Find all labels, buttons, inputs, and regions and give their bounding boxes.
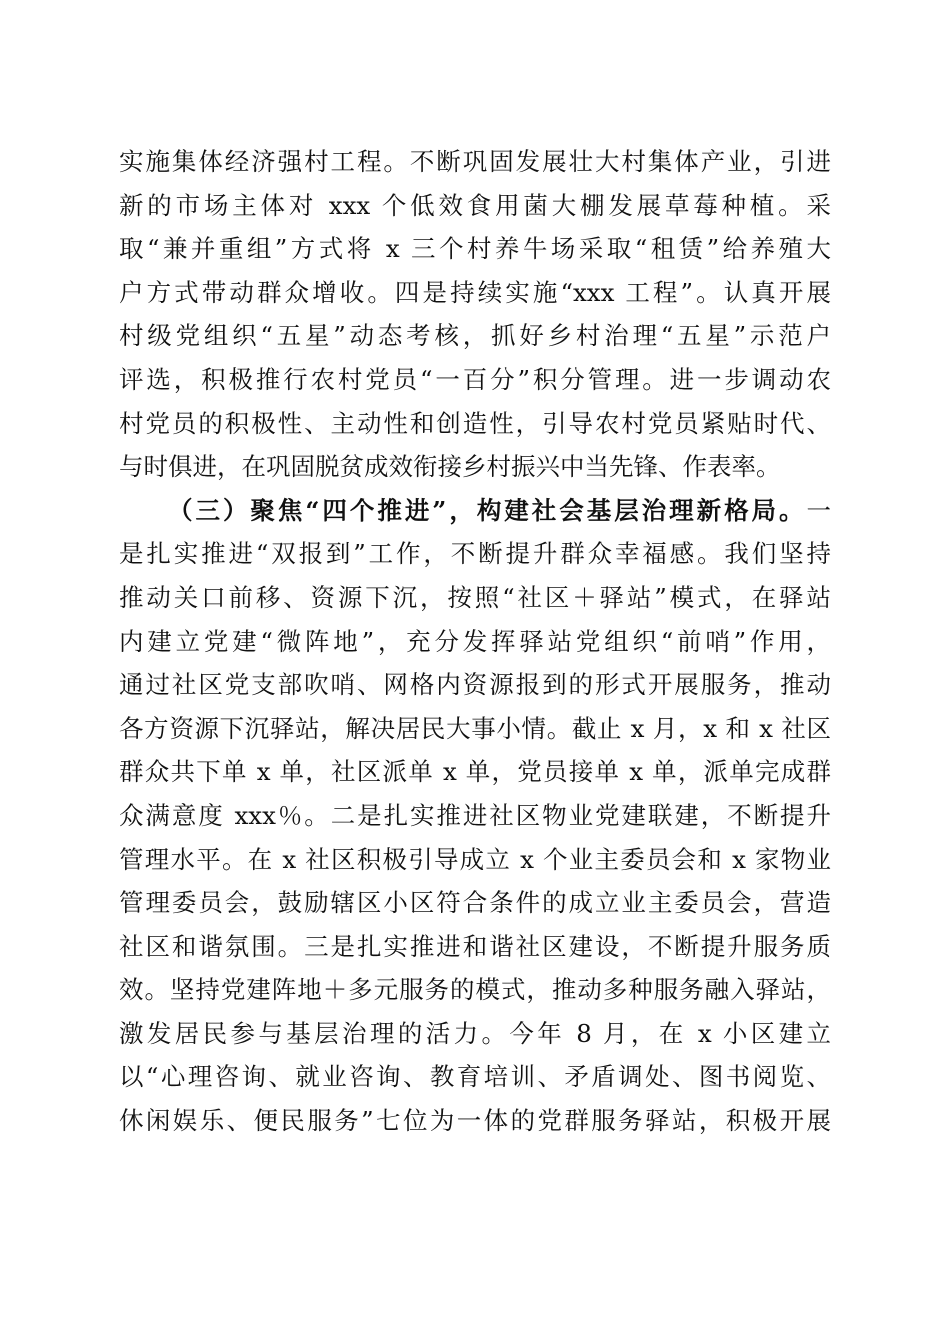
section-heading-line (119, 489, 831, 533)
section-heading-tail: 一 (806, 495, 831, 525)
paragraph-line: 群众共下单 x 单，社区派单 x 单，党员接单 x 单，派单完成群 (119, 757, 831, 787)
paragraph-line: 通过社区党支部吹哨、网格内资源报到的形式开展服务，推动 (119, 670, 831, 700)
paragraph-line: 是扎实推进“双报到”工作，不断提升群众幸福感。我们坚持 (119, 539, 831, 569)
paragraph-line: 户方式带动群众增收。四是持续实施“xxx 工程”。认真开展 (119, 277, 831, 307)
paragraph-line: 内建立党建“微阵地”，充分发挥驿站党组织“前哨”作用， (119, 626, 831, 656)
paragraph-line: 效。坚持党建阵地＋多元服务的模式，推动多种服务融入驿站， (119, 975, 831, 1005)
paragraph-line: 与时俱进，在巩固脱贫成效衔接乡村振兴中当先锋、作表率。 (119, 452, 781, 482)
paragraph-line: 评选，积极推行农村党员“一百分”积分管理。进一步调动农 (119, 364, 831, 394)
paragraph-line: 管理水平。在 x 社区积极引导成立 x 个业主委员会和 x 家物业 (119, 844, 831, 874)
paragraph-line: 管理委员会，鼓励辖区小区符合条件的成立业主委员会，营造 (119, 888, 831, 918)
paragraph-line: 实施集体经济强村工程。不断巩固发展壮大村集体产业，引进 (119, 147, 831, 176)
paragraph-line: 村级党组织“五星”动态考核，抓好乡村治理“五星”示范户 (119, 321, 831, 351)
section-heading: （三）聚焦“四个推进”，构建社会基层治理新格局。 (168, 495, 807, 525)
paragraph-line: 休闲娱乐、便民服务”七位为一体的党群服务驿站，积极开展 (119, 1106, 831, 1136)
paragraph-line: 新的市场主体对 xxx 个低效食用菌大棚发展草莓种植。采 (119, 190, 831, 220)
paragraph-line: 推动关口前移、资源下沉，按照“社区＋驿站”模式，在驿站 (119, 582, 831, 612)
paragraph-line: 众满意度 xxx％。二是扎实推进社区物业党建联建，不断提升 (119, 800, 831, 830)
paragraph-line: 激发居民参与基层治理的活力。今年 8 月，在 x 小区建立 (119, 1018, 831, 1048)
paragraph-line: 取“兼并重组”方式将 x 三个村养牛场采取“租赁”给养殖大 (119, 234, 831, 264)
document-body (119, 140, 831, 1143)
paragraph-line: 以“心理咨询、就业咨询、教育培训、矛盾调处、图书阅览、 (119, 1062, 831, 1092)
paragraph-line: 各方资源下沉驿站，解决居民大事小情。截止 x 月，x 和 x 社区 (119, 713, 831, 743)
paragraph-line: 社区和谐氛围。三是扎实推进和谐社区建设，不断提升服务质 (119, 931, 831, 961)
paragraph-line: 村党员的积极性、主动性和创造性，引导农村党员紧贴时代、 (119, 408, 831, 438)
